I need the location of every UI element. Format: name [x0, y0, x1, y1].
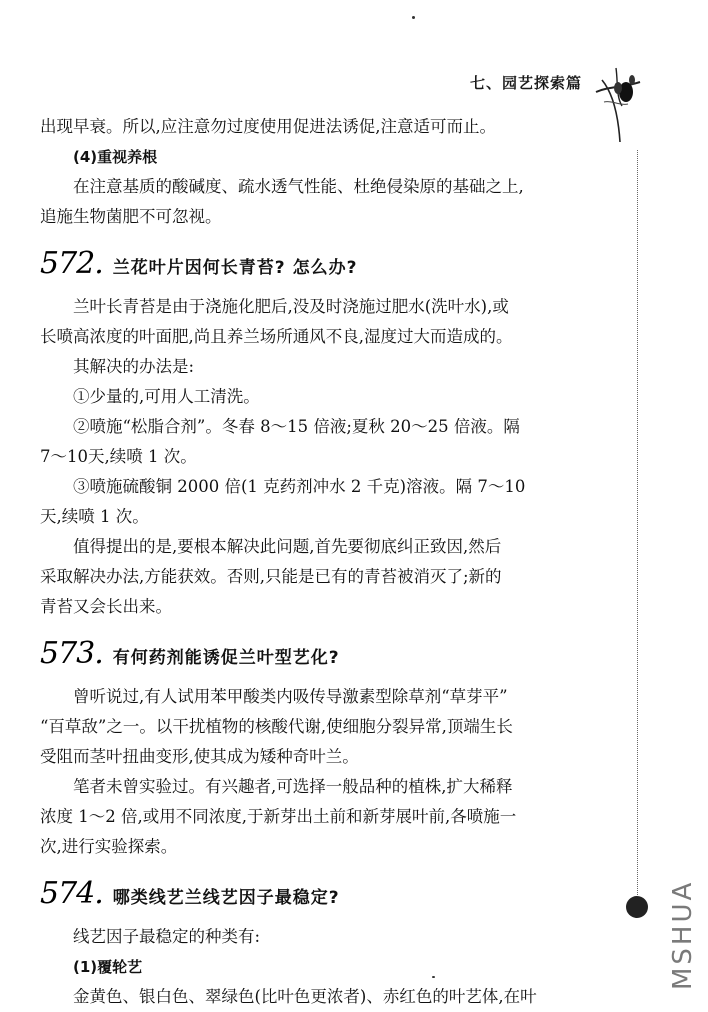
- body-line: 金黄色、银白色、翠绿色(比叶色更浓者)、赤红色的叶艺体,在叶: [73, 987, 537, 1006]
- question-heading: [40, 636, 595, 672]
- question-number: 573.: [40, 636, 103, 671]
- body-line: 兰叶长青苔是由于浇施化肥后,没及时浇施过肥水(洗叶水),或: [73, 297, 509, 316]
- body-line: 出现早衰。所以,应注意勿过度使用促进法诱促,注意适可而止。: [40, 117, 496, 136]
- question-number: 574.: [40, 876, 103, 911]
- list-item: ②喷施“松脂合剂”。冬春 8～15 倍液;夏秋 20～25 倍液。隔: [73, 417, 520, 436]
- orchid-icon: [592, 62, 644, 144]
- list-item-cont: 7～10天,续喷 1 次。: [40, 447, 197, 466]
- watermark: MSHUA: [668, 879, 698, 991]
- body-line: 青苔又会长出来。: [40, 597, 172, 616]
- subheading: (4)重视养根: [73, 148, 158, 166]
- list-item: ①少量的,可用人工清洗。: [73, 387, 260, 406]
- question-heading: [40, 876, 595, 912]
- scan-speck: [412, 16, 415, 19]
- body-line: 采取解决办法,方能获效。否则,只能是已有的青苔被消灭了;新的: [40, 567, 502, 586]
- body-line: 笔者未曾实验过。有兴趣者,可选择一般品种的植株,扩大稀释: [73, 777, 513, 796]
- question-number: 572.: [40, 246, 103, 281]
- page-marker-dot: [626, 896, 648, 918]
- body-line: “百草敌”之一。以干扰植物的核酸代谢,使细胞分裂异常,顶端生长: [40, 717, 513, 736]
- list-item-cont: 天,续喷 1 次。: [40, 507, 149, 526]
- body-line: 其解决的办法是:: [73, 357, 195, 376]
- page-body: [40, 112, 595, 1012]
- body-line: 值得提出的是,要根本解决此问题,首先要彻底纠正致因,然后: [73, 537, 502, 556]
- subheading: (1)覆轮艺: [73, 958, 143, 976]
- body-line: 浓度 1～2 倍,或用不同浓度,于新芽出土前和新芽展叶前,各喷施一: [40, 807, 517, 826]
- body-line: 追施生物菌肥不可忽视。: [40, 207, 222, 226]
- body-line: 线艺因子最稳定的种类有:: [73, 927, 261, 946]
- running-head: 七、园艺探索篇: [470, 74, 583, 92]
- body-line: 次,进行实验探索。: [40, 837, 178, 856]
- list-item: ③喷施硫酸铜 2000 倍(1 克药剂冲水 2 千克)溶液。隔 7～10: [73, 477, 526, 496]
- question-title: 有何药剂能诱促兰叶型艺化?: [112, 648, 340, 668]
- question-title: 兰花叶片因何长青苔? 怎么办?: [112, 258, 358, 278]
- body-line: 曾听说过,有人试用苯甲酸类内吸传导激素型除草剂“草芽平”: [73, 687, 508, 706]
- question-title: 哪类线艺兰线艺因子最稳定?: [112, 888, 340, 908]
- body-line: 在注意基质的酸碱度、疏水透气性能、杜绝侵染原的基础之上,: [73, 177, 524, 196]
- margin-dotted-rule: [637, 150, 638, 895]
- question-heading: [40, 246, 595, 282]
- body-line: 受阻而茎叶扭曲变形,使其成为矮种奇叶兰。: [40, 747, 359, 766]
- body-line: 长喷高浓度的叶面肥,尚且养兰场所通风不良,湿度过大而造成的。: [40, 327, 513, 346]
